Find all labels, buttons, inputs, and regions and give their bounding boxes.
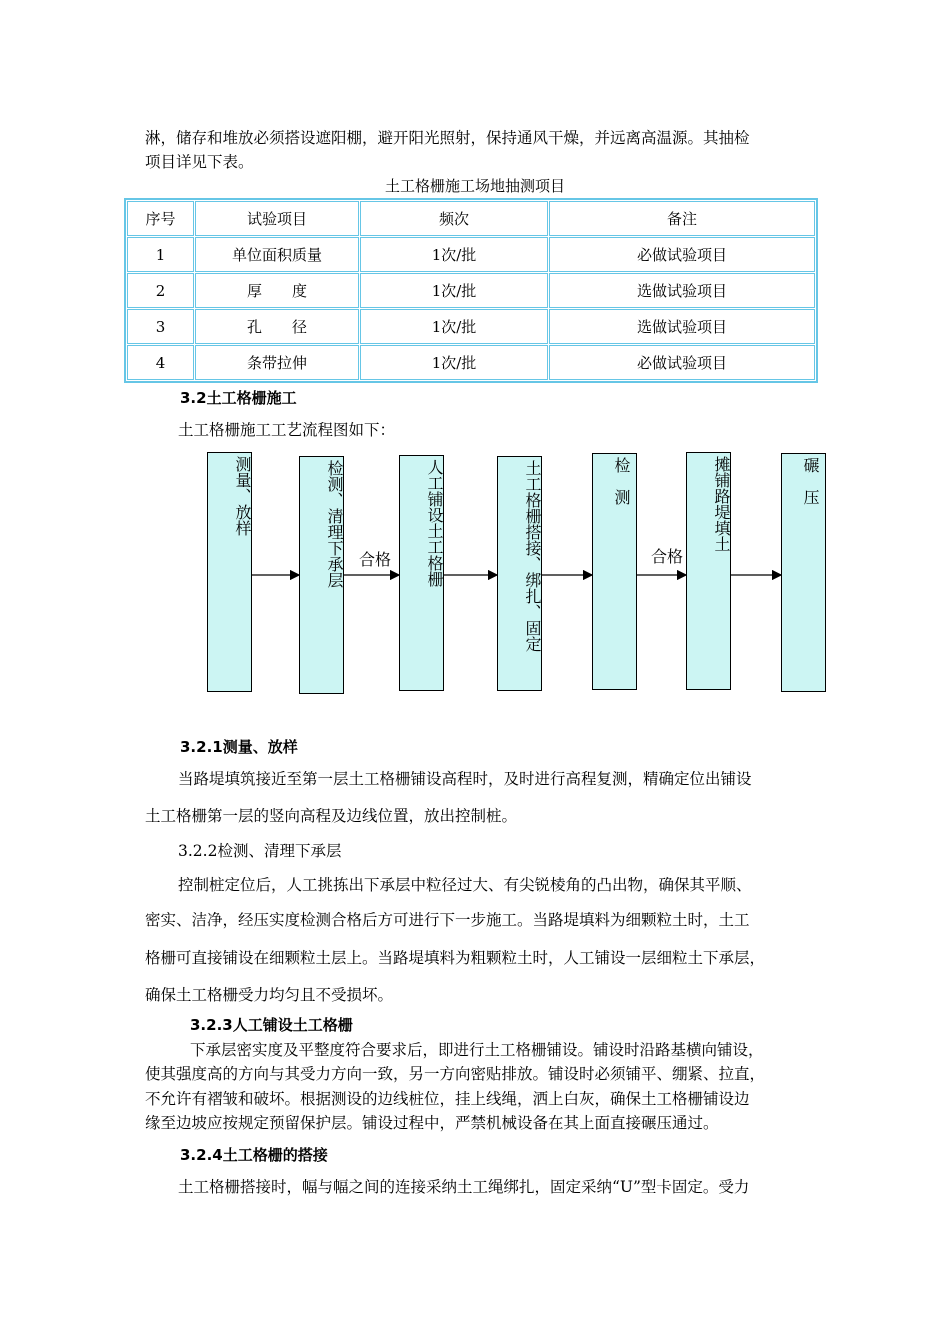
flow-box-lap-bind-fix: 土工格栅搭接、绑扎、固定 [497, 456, 542, 691]
flow-label-pass: 合格 [651, 547, 684, 566]
header-cell: 序号 [127, 201, 194, 236]
table-cell: 孔 径 [195, 309, 359, 344]
section-heading-3-2-4: 3.2.4土工格栅的搭接 [180, 1146, 328, 1164]
table-cell: 1次/批 [360, 273, 548, 308]
paragraph-line: 控制桩定位后，人工挑拣出下承层中粒径过大、有尖锐棱角的凸出物，确保其平顺、 [178, 876, 752, 894]
table-cell: 条带拉伸 [195, 345, 359, 380]
table-cell: 3 [127, 309, 194, 344]
intro-line-2: 项目详见下表。 [145, 153, 254, 171]
section-3-2-intro: 土工格栅施工工艺流程图如下： [178, 421, 396, 439]
paragraph-line: 下承层密实度及平整度符合要求后，即进行土工格栅铺设。铺设时沿路基横向铺设， [190, 1041, 764, 1059]
table-cell: 选做试验项目 [549, 273, 815, 308]
table-cell: 单位面积质量 [195, 237, 359, 272]
flow-box-compact: 碾 压 [781, 453, 826, 692]
paragraph-line: 当路堤填筑接近至第一层土工格栅铺设高程时，及时进行高程复测，精确定位出铺设 [178, 770, 752, 788]
flow-box-lay-geogrid: 人工铺设土工格栅 [399, 455, 444, 691]
paragraph-line: 土工格栅第一层的竖向高程及边线位置，放出控制桩。 [145, 807, 518, 825]
table-cell: 必做试验项目 [549, 237, 815, 272]
paragraph-line: 格栅可直接铺设在细颗粒土层上。当路堤填料为粗颗粒土时，人工铺设一层细粒土下承层， [145, 949, 766, 967]
flow-box-inspection: 检 测 [592, 453, 637, 690]
intro-line-1: 淋，储存和堆放必须搭设遮阳棚，避开阳光照射，保持通风干燥，并远离高温源。其抽检 [145, 129, 750, 147]
flow-label-pass: 合格 [359, 550, 392, 569]
table-cell: 厚 度 [195, 273, 359, 308]
paragraph-line: 缘至边坡应按规定预留保护层。铺设过程中，严禁机械设备在其上面直接碾压通过。 [145, 1114, 719, 1132]
paragraph-line: 不允许有褶皱和破坏。根据测设的边线桩位，挂上线绳，洒上白灰，确保土工格栅铺设边 [145, 1090, 750, 1108]
section-heading-3-2-1: 3.2.1测量、放样 [180, 738, 298, 756]
table-cell: 必做试验项目 [549, 345, 815, 380]
header-cell: 试验项目 [195, 201, 359, 236]
table-cell: 1次/批 [360, 237, 548, 272]
table-caption: 土工格栅施工场地抽测项目 [384, 177, 565, 195]
flow-box-inspect-clean: 检测、清理下承层 [299, 456, 344, 694]
section-heading-3-2-2: 3.2.2检测、清理下承层 [178, 842, 342, 860]
section-heading-3-2-3: 3.2.3人工铺设土工格栅 [190, 1016, 353, 1034]
flow-box-survey: 测量、放样 [207, 452, 252, 692]
header-cell: 备注 [549, 201, 815, 236]
table-cell: 1 [127, 237, 194, 272]
table-cell: 4 [127, 345, 194, 380]
header-cell: 频次 [360, 201, 548, 236]
paragraph-line: 使其强度高的方向与其受力方向一致，另一方向密贴排放。铺设时必须铺平、绷紧、拉直， [145, 1065, 766, 1083]
section-heading-3-2: 3.2土工格栅施工 [180, 389, 297, 407]
flow-box-spread-fill: 摊铺路堤填土 [686, 452, 731, 690]
paragraph-line: 密实、洁净，经压实度检测合格后方可进行下一步施工。当路堤填料为细颗粒土时，土工 [145, 911, 750, 929]
paragraph-line: 确保土工格栅受力均匀且不受损坏。 [145, 986, 394, 1004]
table-cell: 1次/批 [360, 309, 548, 344]
table-cell: 选做试验项目 [549, 309, 815, 344]
paragraph-line: 土工格栅搭接时，幅与幅之间的连接采纳土工绳绑扎，固定采纳“U”型卡固定。受力 [178, 1178, 750, 1196]
table-cell: 1次/批 [360, 345, 548, 380]
table-cell: 2 [127, 273, 194, 308]
